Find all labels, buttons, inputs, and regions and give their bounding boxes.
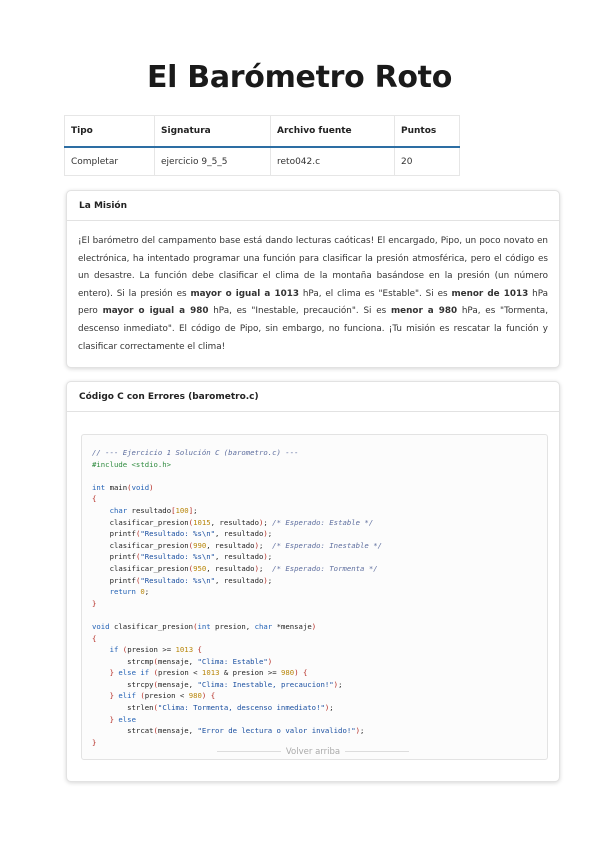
column-header: Tipo [65,116,155,148]
column-header: Signatura [155,116,271,148]
divider [217,751,281,752]
page-title: El Barómetro Roto [146,60,453,95]
mission-card-header: La Misión [67,191,559,221]
code-card-header: Código C con Errores (barometro.c) [67,382,559,412]
back-to-top-link[interactable]: Volver arriba [285,747,341,757]
column-header: Archivo fuente [271,116,395,148]
code-listing: // --- Ejercicio 1 Solución C (barometro.c) --- #include <stdio.h> int main(void) { char resultado[100]; clasificar_presion(1015, resultado); /* Esperado: Estable */ printf("Resultado: %s\n", resultado); clasificar_presion(990, resultado); /* Esperado: Inestable */ printf("Resultado: %s\n", resultado); clasificar_presion(950, resultado); /* Esperado: Tormenta */ printf("Resultado: %s\n", resultado); return 0; } void clasificar_presion(int presion, char *mensaje) { if (presion >= 1013 { strcmp(mensaje, "Clima: Estable") } else if (presion < 1013 & presion >= 980) { strcpy(mensaje, "Clima: Inestable, precaucion!"); } elif (presion < 980) { strlen("Clima: Tormenta, descenso inmediato!"); } else strcat(mensaje, "Error de lectura o valor invalido!"); } [92,448,382,747]
table-cell-archivo: reto042.c [271,147,395,176]
back-to-top-row [67,747,559,757]
table-cell-signatura: ejercicio 9_5_5 [155,147,271,176]
table-cell-tipo: Completar [65,147,155,176]
column-header: Puntos [395,116,460,148]
table-header-row [65,116,460,148]
divider [345,751,409,752]
mission-description: ¡El barómetro del campamento base está dando lecturas caóticas! El encargado, Pipo, un poco novato en electrónica, ha intentado programar una función para clasificar la presión atmosférica, pero el código es un desastre. La función debe clasificar el clima de la montaña basándose en la presión (un número entero). Si la presión es mayor o igual a 1013 hPa, el clima es "Estable". Si es menor de 1013 hPa pero mayor o igual a 980 hPa, es "Inestable, precaución". Si es menor a 980 hPa, es "Tormenta, descenso inmediato". El código de Pipo, sin embargo, no funciona. ¡Tu misión es rescatar la función y clasificar correctamente el clima! [78,236,548,352]
code-card [66,381,560,782]
table-cell-puntos: 20 [395,147,460,176]
exercise-info-table [64,115,460,176]
code-block [81,434,548,760]
mission-card [66,190,560,368]
table-row [65,147,460,176]
